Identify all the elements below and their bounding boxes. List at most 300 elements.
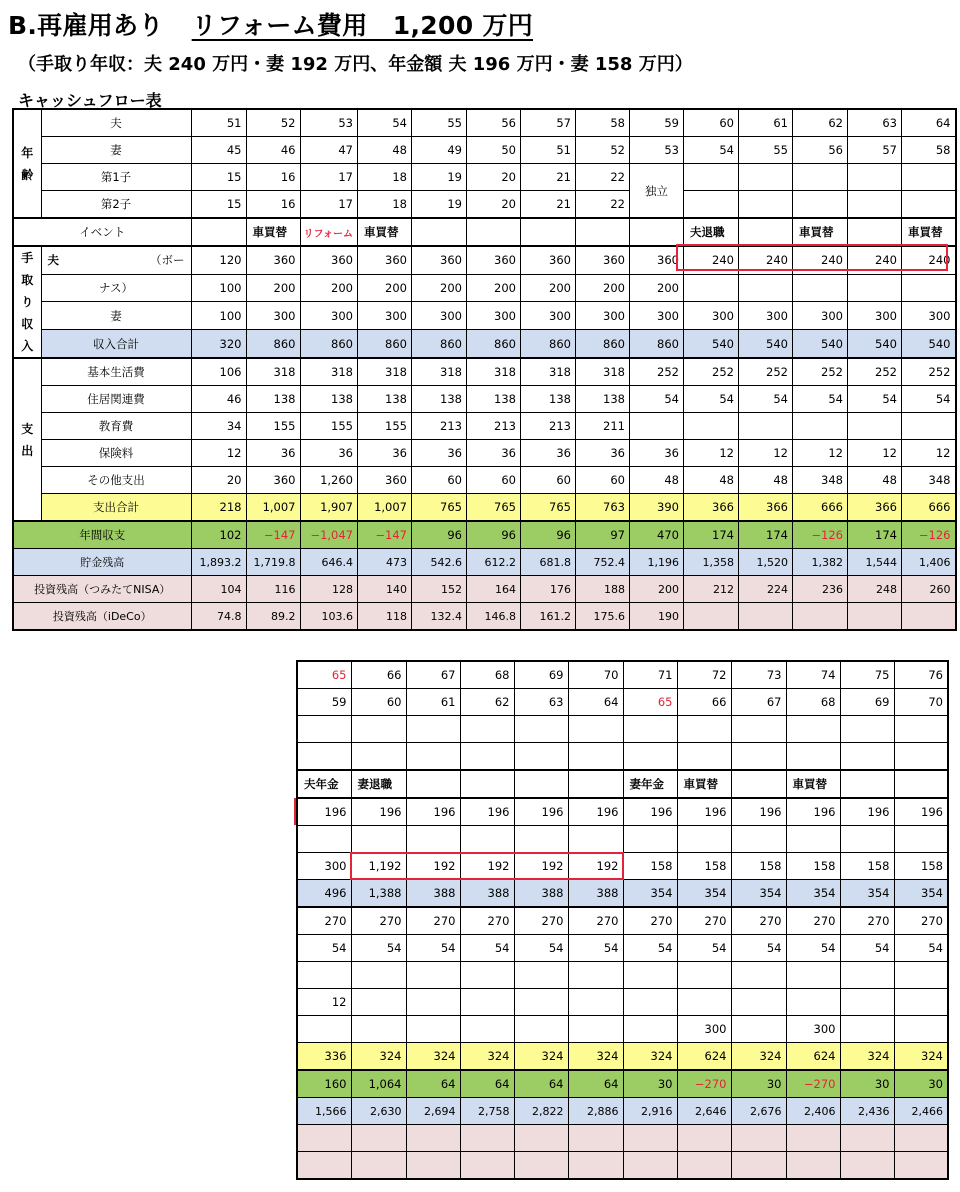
annual_balance-value: 102 — [191, 521, 246, 549]
annual_balance-value: 30 — [731, 1070, 786, 1098]
ideco-value — [684, 603, 739, 631]
empty-cell — [297, 716, 351, 743]
income_total-value: 354 — [677, 880, 731, 908]
empty-cell — [406, 962, 460, 989]
expense_total-value: 1,007 — [358, 494, 412, 522]
other-value — [568, 1016, 623, 1043]
empty-cell — [739, 191, 793, 219]
annual_balance-value: 64 — [514, 1070, 568, 1098]
empty-cell — [568, 962, 623, 989]
insurance-value — [406, 989, 460, 1016]
nisa-value: 104 — [191, 576, 246, 603]
ideco-value: 89.2 — [246, 603, 300, 631]
empty-cell — [351, 962, 406, 989]
husband_age-value: 60 — [684, 109, 739, 137]
basic_living-value: 318 — [412, 358, 467, 386]
child1_age-value: 16 — [246, 164, 300, 191]
event-value: 車買替 — [677, 770, 731, 798]
wife_age-value: 67 — [731, 689, 786, 716]
expense_total-value: 324 — [623, 1043, 677, 1071]
income_husband_bonus-value: 240 — [739, 246, 793, 274]
income_total-value: 540 — [684, 330, 739, 358]
event-value: 妻退職 — [351, 770, 406, 798]
empty-cell — [514, 826, 568, 853]
annual_balance-value: 96 — [412, 521, 467, 549]
savings-value: 752.4 — [576, 549, 630, 576]
cashflow-table-2 — [296, 660, 949, 1180]
income_wife-value: 300 — [521, 302, 576, 330]
empty-cell — [351, 1152, 406, 1180]
row-savings — [13, 549, 956, 576]
savings-value: 1,358 — [684, 549, 739, 576]
empty-cell — [351, 826, 406, 853]
education-value — [684, 413, 739, 440]
other-value — [894, 1016, 948, 1043]
basic_living-value: 252 — [684, 358, 739, 386]
income_total-value: 860 — [412, 330, 467, 358]
husband_age-value: 66 — [351, 661, 406, 689]
income_total-value: 388 — [406, 880, 460, 908]
housing-value: 54 — [406, 935, 460, 962]
income_total-value: 354 — [623, 880, 677, 908]
row-annual-balance — [13, 521, 956, 549]
empty-cell — [623, 743, 677, 771]
child2_age-value: 19 — [412, 191, 467, 219]
other-value: 48 — [739, 467, 793, 494]
nisa-value: 248 — [848, 576, 902, 603]
education-value: 213 — [467, 413, 521, 440]
expense_total-value: 324 — [840, 1043, 894, 1071]
event-value — [521, 218, 576, 246]
expense_total-value: 324 — [731, 1043, 786, 1071]
empty-cell — [894, 826, 948, 853]
savings-value: 1,544 — [848, 549, 902, 576]
education-value — [630, 413, 684, 440]
basic_living-value: 318 — [358, 358, 412, 386]
empty-cell — [623, 826, 677, 853]
savings-value: 1,382 — [793, 549, 848, 576]
income_husband_bonus-value: 196 — [623, 798, 677, 826]
annual_balance-value: −126 — [902, 521, 956, 549]
savings-value: 2,646 — [677, 1098, 731, 1125]
row-housing — [13, 386, 956, 413]
husband_age-value: 71 — [623, 661, 677, 689]
row-income-husband — [13, 246, 956, 274]
income_wife-value: 300 — [246, 302, 300, 330]
expense_total-value: 336 — [297, 1043, 351, 1071]
row-basic-living — [297, 907, 948, 935]
housing-value: 54 — [894, 935, 948, 962]
savings-value: 1,719.8 — [246, 549, 300, 576]
row-basic-living — [13, 358, 956, 386]
wife_age-value: 46 — [246, 137, 300, 164]
education-value — [739, 413, 793, 440]
empty-cell — [568, 743, 623, 771]
education-value: 213 — [521, 413, 576, 440]
income_wife-value: 300 — [358, 302, 412, 330]
insurance-value: 12 — [739, 440, 793, 467]
empty-cell — [786, 716, 840, 743]
other-value: 60 — [576, 467, 630, 494]
row-other — [297, 1016, 948, 1043]
savings-value: 2,916 — [623, 1098, 677, 1125]
housing-label: 住居関連費 — [41, 386, 191, 413]
basic_living-value: 318 — [300, 358, 358, 386]
education-value: 155 — [358, 413, 412, 440]
empty-cell — [840, 962, 894, 989]
expense_total-value: 324 — [351, 1043, 406, 1071]
empty-cell — [793, 191, 848, 219]
basic_living-value: 270 — [406, 907, 460, 935]
row-income-total — [297, 880, 948, 908]
empty-cell — [894, 716, 948, 743]
savings-value: 473 — [358, 549, 412, 576]
basic_living-value: 270 — [297, 907, 351, 935]
empty-cell — [297, 1152, 351, 1180]
child2_age-value: 17 — [300, 191, 358, 219]
income_husband_row2-value: 200 — [358, 274, 412, 302]
income_wife-value: 158 — [894, 853, 948, 880]
other-value: 360 — [246, 467, 300, 494]
income_wife-value: 1,192 — [351, 853, 406, 880]
basic_living-value: 106 — [191, 358, 246, 386]
basic_living-value: 270 — [351, 907, 406, 935]
housing-value: 54 — [786, 935, 840, 962]
empty-cell — [297, 1125, 351, 1152]
nisa-value: 200 — [630, 576, 684, 603]
housing-value: 54 — [677, 935, 731, 962]
row-income-wife — [13, 302, 956, 330]
empty-cell — [568, 1125, 623, 1152]
income_husband_bonus-value: 360 — [630, 246, 684, 274]
table-title: キャッシュフロー表 — [18, 91, 162, 110]
income_wife-value: 158 — [677, 853, 731, 880]
income_wife-value: 300 — [576, 302, 630, 330]
wife_age-value: 49 — [412, 137, 467, 164]
event-value — [191, 218, 246, 246]
row-nisa — [13, 576, 956, 603]
other-value: 48 — [630, 467, 684, 494]
row-child1-age — [13, 164, 956, 191]
income_husband_bonus-value: 196 — [677, 798, 731, 826]
annual_balance-value: 174 — [684, 521, 739, 549]
empty-cell — [684, 191, 739, 219]
empty-cell — [623, 1125, 677, 1152]
ideco-value — [902, 603, 956, 631]
basic_living-value: 252 — [848, 358, 902, 386]
child1_age-value: 22 — [576, 164, 630, 191]
insurance-value: 12 — [684, 440, 739, 467]
income_wife-value: 300 — [467, 302, 521, 330]
empty-cell — [786, 826, 840, 853]
income_total-value: 860 — [467, 330, 521, 358]
other-value: 20 — [191, 467, 246, 494]
income_total-value: 540 — [848, 330, 902, 358]
basic_living-value: 318 — [246, 358, 300, 386]
savings-value: 2,676 — [731, 1098, 786, 1125]
row-other — [13, 467, 956, 494]
husband_age-value: 55 — [412, 109, 467, 137]
husband_age-value: 73 — [731, 661, 786, 689]
savings-value: 681.8 — [521, 549, 576, 576]
empty-cell — [351, 716, 406, 743]
empty-cell — [568, 826, 623, 853]
housing-value: 54 — [568, 935, 623, 962]
ideco-value: 74.8 — [191, 603, 246, 631]
other-value — [731, 1016, 786, 1043]
annual_balance-value: 470 — [630, 521, 684, 549]
income-group-label: 手 取 り 収 入 — [13, 246, 41, 358]
income-husband-label-a: 夫 — [47, 253, 59, 268]
event-value — [568, 770, 623, 798]
other-value: 60 — [521, 467, 576, 494]
insurance-value — [623, 989, 677, 1016]
housing-value: 54 — [840, 935, 894, 962]
row-annual-balance — [297, 1070, 948, 1098]
empty-cell — [406, 716, 460, 743]
basic_living-value: 252 — [902, 358, 956, 386]
row-education — [297, 962, 948, 989]
other-value: 48 — [684, 467, 739, 494]
annual_balance-value: 96 — [467, 521, 521, 549]
child2_age-value: 15 — [191, 191, 246, 219]
row-insurance — [297, 989, 948, 1016]
income_total-value: 354 — [731, 880, 786, 908]
event-value — [630, 218, 684, 246]
annual_balance-value: 64 — [406, 1070, 460, 1098]
income_total-value: 320 — [191, 330, 246, 358]
child2_age-value: 20 — [467, 191, 521, 219]
income_husband_row2-value: 200 — [246, 274, 300, 302]
income_wife-value: 300 — [684, 302, 739, 330]
row-ideco — [13, 603, 956, 631]
income_wife-value: 300 — [297, 853, 351, 880]
other-label: その他支出 — [41, 467, 191, 494]
savings-value: 2,822 — [514, 1098, 568, 1125]
education-value — [793, 413, 848, 440]
empty-cell — [684, 164, 739, 191]
income-husband-label-b: （ボー — [150, 253, 185, 268]
savings-value: 1,893.2 — [191, 549, 246, 576]
empty-cell — [786, 743, 840, 771]
income_wife-value: 100 — [191, 302, 246, 330]
income_total-value: 860 — [630, 330, 684, 358]
other-value — [514, 1016, 568, 1043]
husband_age-value: 54 — [358, 109, 412, 137]
wife_age-value: 50 — [467, 137, 521, 164]
wife_age-value: 57 — [848, 137, 902, 164]
event-value: リフォーム — [300, 218, 358, 246]
empty-cell — [786, 962, 840, 989]
annual_balance-value: 1,064 — [351, 1070, 406, 1098]
wife_age-value: 59 — [297, 689, 351, 716]
annual_balance-value: 64 — [568, 1070, 623, 1098]
event-value: 車買替 — [902, 218, 956, 246]
husband_age-value: 65 — [297, 661, 351, 689]
housing-value: 54 — [848, 386, 902, 413]
income_husband_row2-value: 200 — [576, 274, 630, 302]
row-education — [13, 413, 956, 440]
row-income-husband — [297, 798, 948, 826]
husband_age-value: 57 — [521, 109, 576, 137]
housing-value: 138 — [467, 386, 521, 413]
row-husband-age — [297, 661, 948, 689]
basic-living-label: 基本生活費 — [41, 358, 191, 386]
insurance-value — [731, 989, 786, 1016]
insurance-value — [894, 989, 948, 1016]
income_husband_bonus-value: 240 — [848, 246, 902, 274]
income_wife-value: 300 — [412, 302, 467, 330]
income_total-value: 860 — [358, 330, 412, 358]
ideco-value: 190 — [630, 603, 684, 631]
empty-cell — [514, 716, 568, 743]
housing-value: 54 — [739, 386, 793, 413]
income_wife-value: 192 — [514, 853, 568, 880]
income_husband_bonus-value: 196 — [406, 798, 460, 826]
empty-cell — [514, 743, 568, 771]
husband_age-value: 76 — [894, 661, 948, 689]
empty-cell — [793, 164, 848, 191]
wife_age-value: 65 — [623, 689, 677, 716]
income_wife-value: 300 — [848, 302, 902, 330]
income_husband_bonus-value: 240 — [793, 246, 848, 274]
husband_age-value: 75 — [840, 661, 894, 689]
basic_living-value: 270 — [894, 907, 948, 935]
housing-value: 46 — [191, 386, 246, 413]
empty-cell — [894, 962, 948, 989]
income_wife-value: 192 — [568, 853, 623, 880]
income_total-value: 388 — [514, 880, 568, 908]
empty-cell — [623, 962, 677, 989]
savings-value: 646.4 — [300, 549, 358, 576]
savings-value: 1,566 — [297, 1098, 351, 1125]
income_total-value: 860 — [246, 330, 300, 358]
cashflow-table-1 — [12, 108, 957, 631]
nisa-value: 188 — [576, 576, 630, 603]
basic_living-value: 252 — [630, 358, 684, 386]
education-value: 155 — [300, 413, 358, 440]
housing-value: 54 — [902, 386, 956, 413]
basic_living-value: 270 — [568, 907, 623, 935]
empty-cell — [514, 1125, 568, 1152]
expense_total-value: 324 — [568, 1043, 623, 1071]
ideco-value: 118 — [358, 603, 412, 631]
education-value: 34 — [191, 413, 246, 440]
other-value — [623, 1016, 677, 1043]
insurance-value: 36 — [630, 440, 684, 467]
savings-value: 2,758 — [460, 1098, 514, 1125]
income_husband_row2-value: 200 — [521, 274, 576, 302]
savings-value: 2,694 — [406, 1098, 460, 1125]
empty-cell — [460, 826, 514, 853]
basic_living-value: 270 — [460, 907, 514, 935]
event-value — [406, 770, 460, 798]
empty-cell — [460, 743, 514, 771]
basic_living-value: 270 — [786, 907, 840, 935]
expense_total-value: 763 — [576, 494, 630, 522]
empty-cell — [568, 716, 623, 743]
empty-cell — [406, 826, 460, 853]
other-value: 300 — [677, 1016, 731, 1043]
empty-cell — [731, 962, 786, 989]
wife-label: 妻 — [41, 137, 191, 164]
savings-value: 1,520 — [739, 549, 793, 576]
child2_age-value: 16 — [246, 191, 300, 219]
wife_age-value: 54 — [684, 137, 739, 164]
row-child1-age — [297, 716, 948, 743]
housing-value: 138 — [412, 386, 467, 413]
education-label: 教育費 — [41, 413, 191, 440]
housing-value: 54 — [623, 935, 677, 962]
housing-value: 54 — [514, 935, 568, 962]
income_husband_bonus-value: 196 — [840, 798, 894, 826]
income_husband_bonus-value: 196 — [514, 798, 568, 826]
empty-cell — [460, 1152, 514, 1180]
insurance-value: 36 — [358, 440, 412, 467]
insurance-value: 12 — [848, 440, 902, 467]
wife_age-value: 63 — [514, 689, 568, 716]
husband_age-value: 53 — [300, 109, 358, 137]
insurance-value: 36 — [467, 440, 521, 467]
empty-cell — [677, 826, 731, 853]
housing-value: 138 — [358, 386, 412, 413]
annual_balance-value: 97 — [576, 521, 630, 549]
event-value: 車買替 — [246, 218, 300, 246]
empty-cell — [786, 1152, 840, 1180]
row-income-total — [13, 330, 956, 358]
income_total-value: 1,388 — [351, 880, 406, 908]
empty-cell — [902, 191, 956, 219]
housing-value: 54 — [351, 935, 406, 962]
event-value — [460, 770, 514, 798]
insurance-value: 12 — [902, 440, 956, 467]
empty-cell — [297, 962, 351, 989]
annual_balance-value: 30 — [894, 1070, 948, 1098]
income_husband_bonus-value: 196 — [460, 798, 514, 826]
ideco-value: 175.6 — [576, 603, 630, 631]
wife_age-value: 45 — [191, 137, 246, 164]
wife_age-value: 53 — [630, 137, 684, 164]
page-title — [8, 6, 533, 42]
income_total-value: 496 — [297, 880, 351, 908]
row-nisa — [297, 1125, 948, 1152]
income_husband_bonus-value: 360 — [246, 246, 300, 274]
ideco-value: 132.4 — [412, 603, 467, 631]
empty-cell — [840, 1125, 894, 1152]
income_husband_row2-value — [684, 274, 739, 302]
empty-cell — [623, 716, 677, 743]
annual_balance-value: 96 — [521, 521, 576, 549]
expense_total-value: 324 — [514, 1043, 568, 1071]
income-husband-label-c: ナス） — [41, 274, 191, 302]
child1_age-value: 19 — [412, 164, 467, 191]
nisa-value: 236 — [793, 576, 848, 603]
empty-cell — [460, 962, 514, 989]
independent-label: 独立 — [630, 164, 684, 219]
wife_age-value: 64 — [568, 689, 623, 716]
expense_total-value: 366 — [684, 494, 739, 522]
income-total-label: 収入合計 — [41, 330, 191, 358]
annual_balance-value: 64 — [460, 1070, 514, 1098]
basic_living-value: 252 — [793, 358, 848, 386]
nisa-value: 212 — [684, 576, 739, 603]
income_husband_bonus-value: 196 — [786, 798, 840, 826]
annual_balance-value: −270 — [677, 1070, 731, 1098]
expense-group-label: 支 出 — [13, 358, 41, 521]
nisa-value: 176 — [521, 576, 576, 603]
wife_age-value: 47 — [300, 137, 358, 164]
income_total-value: 860 — [576, 330, 630, 358]
